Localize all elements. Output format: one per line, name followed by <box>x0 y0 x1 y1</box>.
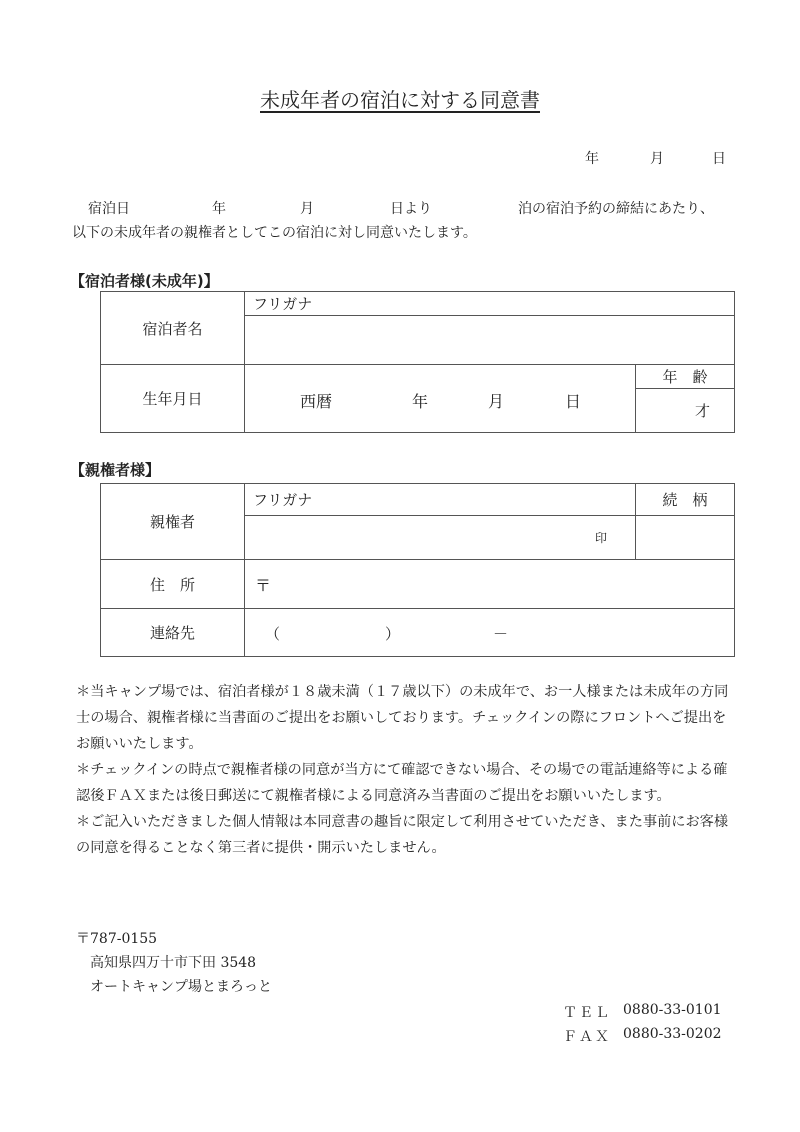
stay-date-label: 宿泊日 <box>88 201 130 217</box>
title-text: 未成年者の宿泊に対する同意書 <box>260 88 540 112</box>
phone-dash: － <box>493 625 509 643</box>
fax-number: 0880-33-0202 <box>623 1026 722 1042</box>
guest-furigana-field[interactable] <box>245 292 735 316</box>
guest-birth-field[interactable] <box>245 365 636 433</box>
guardian-name-field[interactable] <box>245 516 636 560</box>
notes <box>76 679 736 861</box>
stay-month-label: 月 <box>300 201 314 217</box>
age-unit: 才 <box>695 402 711 421</box>
stay-from-label: 日より <box>390 201 432 217</box>
footer-name: オートキャンプ場とまろっと <box>90 979 272 995</box>
tel-number: 0880-33-0101 <box>623 1002 722 1018</box>
seal-mark: 印 <box>594 531 607 545</box>
guardian-table <box>100 483 735 657</box>
guest-furigana-label: フリガナ <box>253 295 313 313</box>
guest-birth-label: 生年月日 <box>101 365 245 433</box>
relation-label: 続 柄 <box>636 484 735 516</box>
date-year-label: 年 <box>585 151 599 167</box>
age-field[interactable] <box>636 389 735 433</box>
postal-mark: 〒 <box>255 575 272 595</box>
intro-line2: 以下の未成年者の親権者としてこの宿泊に対し同意いたします。 <box>72 225 477 241</box>
birth-day-label: 日 <box>565 392 582 411</box>
footer-postal: 〒787-0155 <box>76 931 158 947</box>
guest-name-field[interactable] <box>245 316 735 365</box>
guest-name-label: 宿泊者名 <box>101 292 245 365</box>
birth-month-label: 月 <box>488 392 505 411</box>
document-title <box>0 84 800 113</box>
phone-paren-open: （ <box>265 625 281 643</box>
address-field[interactable] <box>245 560 735 609</box>
address-label: 住 所 <box>101 560 245 609</box>
fax-label: ＦＡＸ <box>563 1029 611 1045</box>
relation-field[interactable] <box>636 516 735 560</box>
guardian-label: 親権者 <box>101 484 245 560</box>
footer-address: 高知県四万十市下田 3548 <box>90 955 257 971</box>
date-month-label: 月 <box>650 151 664 167</box>
birth-year-label: 年 <box>412 392 429 411</box>
age-label: 年 齢 <box>636 365 735 389</box>
guardian-section-heading: 【親権者様】 <box>70 461 161 479</box>
note-item: ＊当キャンプ場では、宿泊者様が１８歳未満（１７歳以下）の未成年で、お一人様または未成年の方同士の場合、親権者様に当書面のご提出をお願いしております。チェックインの際にフロントへご提出をお願いいたします。 <box>76 684 729 752</box>
phone-paren-close: ） <box>385 625 401 643</box>
contact-label: 連絡先 <box>101 609 245 657</box>
guardian-furigana-label: フリガナ <box>253 491 313 509</box>
note-item: ＊ご記入いただきました個人情報は本同意書の趣旨に限定して利用させていただき、また事前にお客様の同意を得ることなく第三者に提供・開示いたしません。 <box>76 814 729 856</box>
note-item: ＊チェックインの時点で親権者様の同意が当方にて確認できない場合、その場での電話連絡等による確認後ＦＡＸまたは後日郵送にて親権者様による同意済み当書面のご提出をお願いいたします。 <box>76 762 728 804</box>
guardian-furigana-field[interactable] <box>245 484 636 516</box>
nights-text: 泊の宿泊予約の締結にあたり、 <box>518 201 714 217</box>
stay-year-label: 年 <box>212 201 226 217</box>
tel-label: ＴＥＬ <box>563 1005 611 1021</box>
guest-section-heading: 【宿泊者様(未成年)】 <box>70 272 219 290</box>
contact-field[interactable] <box>245 609 735 657</box>
guest-table <box>100 291 735 433</box>
era-label: 西暦 <box>300 392 333 411</box>
date-day-label: 日 <box>712 151 726 167</box>
